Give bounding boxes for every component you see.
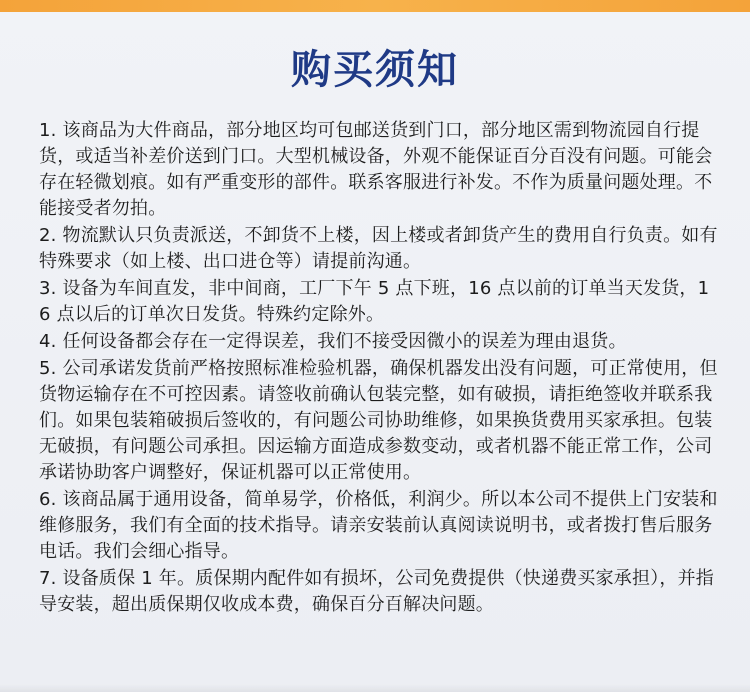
notice-item-6: 6. 该商品属于通用设备，简单易学，价格低，利润少。所以本公司不提供上门安装和维修服务，我们有全面的技术指导。请亲安装前认真阅读说明书，或者拨打售后服务电话。我们会细心指导。 xyxy=(39,489,718,562)
top-accent-bar xyxy=(0,0,750,12)
notice-list xyxy=(39,118,719,619)
notice-item-3: 3. 设备为车间直发，非中间商，工厂下午 5 点下班，16 点以前的订单当天发货，16 点以后的订单次日发货。特殊约定除外。 xyxy=(39,278,710,325)
notice-item-7: 7. 设备质保 1 年。质保期内配件如有损坏，公司免费提供（快递费买家承担），并指导安装，超出质保期仅收成本费，确保百分百解决问题。 xyxy=(39,568,714,615)
bottom-edge xyxy=(0,684,750,692)
notice-item-1: 1. 该商品为大件商品，部分地区均可包邮送货到门口，部分地区需到物流园自行提货，或适当补差价送到门口。大型机械设备，外观不能保证百分百没有问题。可能会存在轻微划痕。如有严重变形的部件。联系客服进行补发。不作为质量问题处理。不能接受者勿拍。 xyxy=(39,120,713,219)
notice-item-2: 2. 物流默认只负责派送，不卸货不上楼，因上楼或者卸货产生的费用自行负责。如有特殊要求（如上楼、出口进仓等）请提前沟通。 xyxy=(39,225,718,272)
notice-item-5: 5. 公司承诺发货前严格按照标准检验机器，确保机器发出没有问题，可正常使用，但货物运输存在不可控因素。请签收前确认包装完整，如有破损，请拒绝签收并联系我们。如果包装箱破损后签收的，有问题公司协助维修，如果换货费用买家承担。包装无破损，有问题公司承担。因运输方面造成参数变动，或者机器不能正常工作，公司承诺协助客户调整好，保证机器可以正常使用。 xyxy=(39,358,718,483)
page-title: 购买须知 xyxy=(291,47,459,93)
notice-item-4: 4. 任何设备都会存在一定得误差，我们不接受因微小的误差为理由退货。 xyxy=(39,331,627,352)
